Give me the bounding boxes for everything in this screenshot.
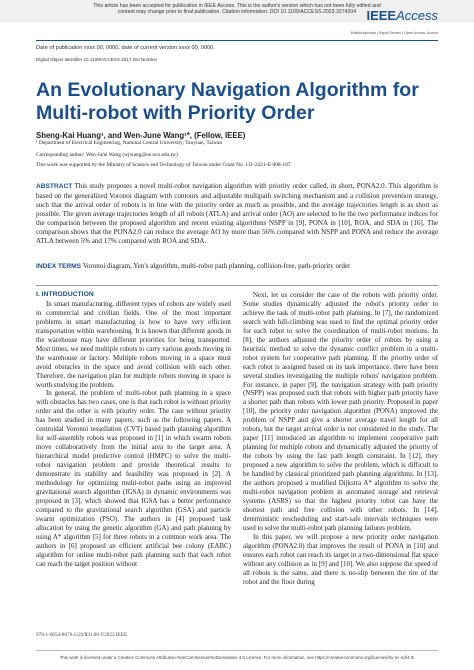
funding-note: This work was supported by the Ministry of Science and Technology of Taiwan under Grant No. 111-2221-E-008-107. — [36, 162, 292, 168]
left-paragraph-1: In smart manufacturing, different types of robots are widely used in commercial and civilian fields. One of the most important problems in smart manufacturing is how to have very efficient transportation within warehousing. It is known that different goods in the warehouse may have different priorities for being transported. Most times, we need multiple robots to carry various goods moving in the warehouse or factory. Multiple robots moving in a space must avoid obstacles in the space and avoid collision with each other. Therefore, the navigation plan for multiple robots moving in space is worth studying the problem. — [36, 299, 231, 389]
license-notice: This work is licensed under a Creative Commons Attribution-NonCommercial-NoDerivatives 4.0 License. For more information, see https://creativecommons.org/licenses/by-nc-nd/4.0/ — [59, 655, 415, 660]
section-divider — [36, 285, 438, 286]
right-column — [243, 291, 438, 586]
journal-name-bold: IEEE — [366, 8, 397, 23]
abstract-text: This study proposes a novel multi-robot navigation algorithm with priority order called, in short, PONA2.0. This algorithm is based on the generalized Voronoi diagram with contours and adjustable multipath switching mechanism and a collision prevention strategy, such that the arrival order of robots is in line with the priority order as much as possible, and the average trajectories length is as short as possible. The given average trajectories length of all robots (ATLA) and arrival order (AO) are selected to be the two performance indices for the comparison between the proposed algorithm and recent existing algorithms NSPP in [9], PONA in [10], ROA, and SDA in [16]. The comparison shows that the PONA2.0 can reduce the average AO by more than 56% compared with NSPP and PONA and reduce the average ATLA between 5% and 17% compared with ROA and SDA. — [36, 182, 439, 245]
right-paragraph-2: In this paper, we will propose a new priority order navigation algorithm (PONA2.0) that improves the result of PONA in [10] and ensures each robot can reach its target in a two-dimensional flat space without any collision as in [9] and [10]. We also suppose the speed of all robots is the same, and there is no-slip between the tire of the robot and the floor during — [243, 532, 438, 586]
corresponding-author: Corresponding author: Wen-June Wang (wjwang@ee.ncu.edu.tw) — [36, 152, 178, 158]
banner-line-2: content may change prior to final publication. Citation information: DOI 10.1109/ACCESS.2023.3274204 — [117, 9, 357, 15]
journal-tagline: Multidisciplinary | Rapid Review | Open Access Journal — [350, 31, 438, 35]
publication-date: Date of publication xxxx 00, 0000, date of current version xxxx 00, 0000. — [36, 45, 215, 51]
intro-heading: I. INTRODUCTION — [36, 291, 94, 298]
paper-title: An Evolutionary Navigation Algorithm for Multi-robot with Priority Order — [36, 79, 419, 124]
left-column — [36, 291, 231, 569]
journal-logo — [366, 9, 438, 23]
banner-line-1: This article has been accepted for publication in IEEE Access. This is the author's version which has not been fully edited and — [93, 3, 381, 9]
journal-name-italic: Access — [396, 8, 438, 23]
index-terms-label: INDEX TERMS — [36, 263, 82, 270]
doi-line: Digital Object Identifier 10.1109/ACCESS.2017.Doi Number — [36, 57, 158, 62]
index-terms — [36, 262, 438, 272]
index-terms-text: Voronoi diagram, Yen's algorithm, multi-robot path planning, collision-free, path-priority order — [82, 262, 351, 270]
isbn-footer: 978-1-6654-8076-5/22/$31.00 ©2022 IEEE — [36, 632, 128, 638]
abstract — [36, 182, 438, 246]
right-paragraph-1: Next, let us consider the case of the robots with priority order. Some studies dynamically adjusted the robot's priority order to achieve the task of multi-robot path planning. In [7], the randomized search with hill-climbing was used to find the optimal priority order for each robot to solve the coordination of multi-robot motions. In [8], the authors adjusted the priority order of robots by using a heuristic method to solve the dynamic conflict problem in a multi-robot system for cooperative path planning. If the priority order of each robot is assigned based on its task importance, there have been several studies investigating the multiple robots' navigation problem. For instance, in paper [9], the navigation strategy with path priority (NSPP) was proposed such that robots with higher path priority have a shorter path than robots with lower path priority. Proposed in paper [10], the priority order navigation algorithm (PONA) improved the problem of NSPP and give a shorter average travel length for all robots, but the target arrival order is not considered in the study. The paper [11] introduced an algorithm to implement cooperative path planning for multiple robots and dynamically adjusted the priority of the robots by using the fast path length constraint. In [12], they proposed a new algorithm to solve the problem, which is difficult to be handled by classical prioritized path planning algorithms. In [13], the authors proposed a modified Dijkstra A* algorithm to solve the multi-robot navigation problem in automated storage and retrieval systems (ASRS) so that the highest priority robot can have the shortest path and free collision with other robots. In [14], deterministic rescheduling and start-safe intervals techniques were used to solve the multi-robot path planning failures problem. — [243, 291, 438, 532]
author-list: Sheng-Kai Huang¹, and Wen-June Wang¹*, (Fellow, IEEE) — [36, 131, 246, 140]
left-paragraph-2: In general, the problem of multi-robot path planning in a space with obstacles has two cases, one is that each robot is without priority order and the other is with priority order. The case without priority has been studied in many papers, such as the following papers. A centroidal Voronoi tessellation (CVT) based path planning algorithm for self-assembly robots was proposed in [1] in which swarm robots move collaboratively from the initial area to the target area. A hierarchical model predictive control (HMPC) to solve the multi-robot navigation problem and provide theoretical results to demonstrate its stability and feasibility was proposed in [2]. A methodology for optimizing multi-robot paths using an improved gravitational search algorithm (IGSA) in dynamic environments was proposed in [3], which showed that IGSA has a better performance compared to the gravitational search algorithm (GSA) and particle swarm optimization (PSO). The authors in [4] proposed task allocation by using the genetic algorithm (GA) and path planning by using A* algorithm [5] for three robots in a common work area. The authors in [6] proposed an efficient artificial bee colony (EABC) algorithm for online multi-robot path planning such that each robot can reach the target position without — [36, 389, 231, 568]
header-divider — [36, 40, 438, 41]
affiliation: ¹ Department of Electrical Engineering, National Central University; Taoyuan, Taiwan — [36, 140, 223, 146]
abstract-label: ABSTRACT — [36, 183, 73, 190]
footer-divider — [36, 650, 438, 651]
